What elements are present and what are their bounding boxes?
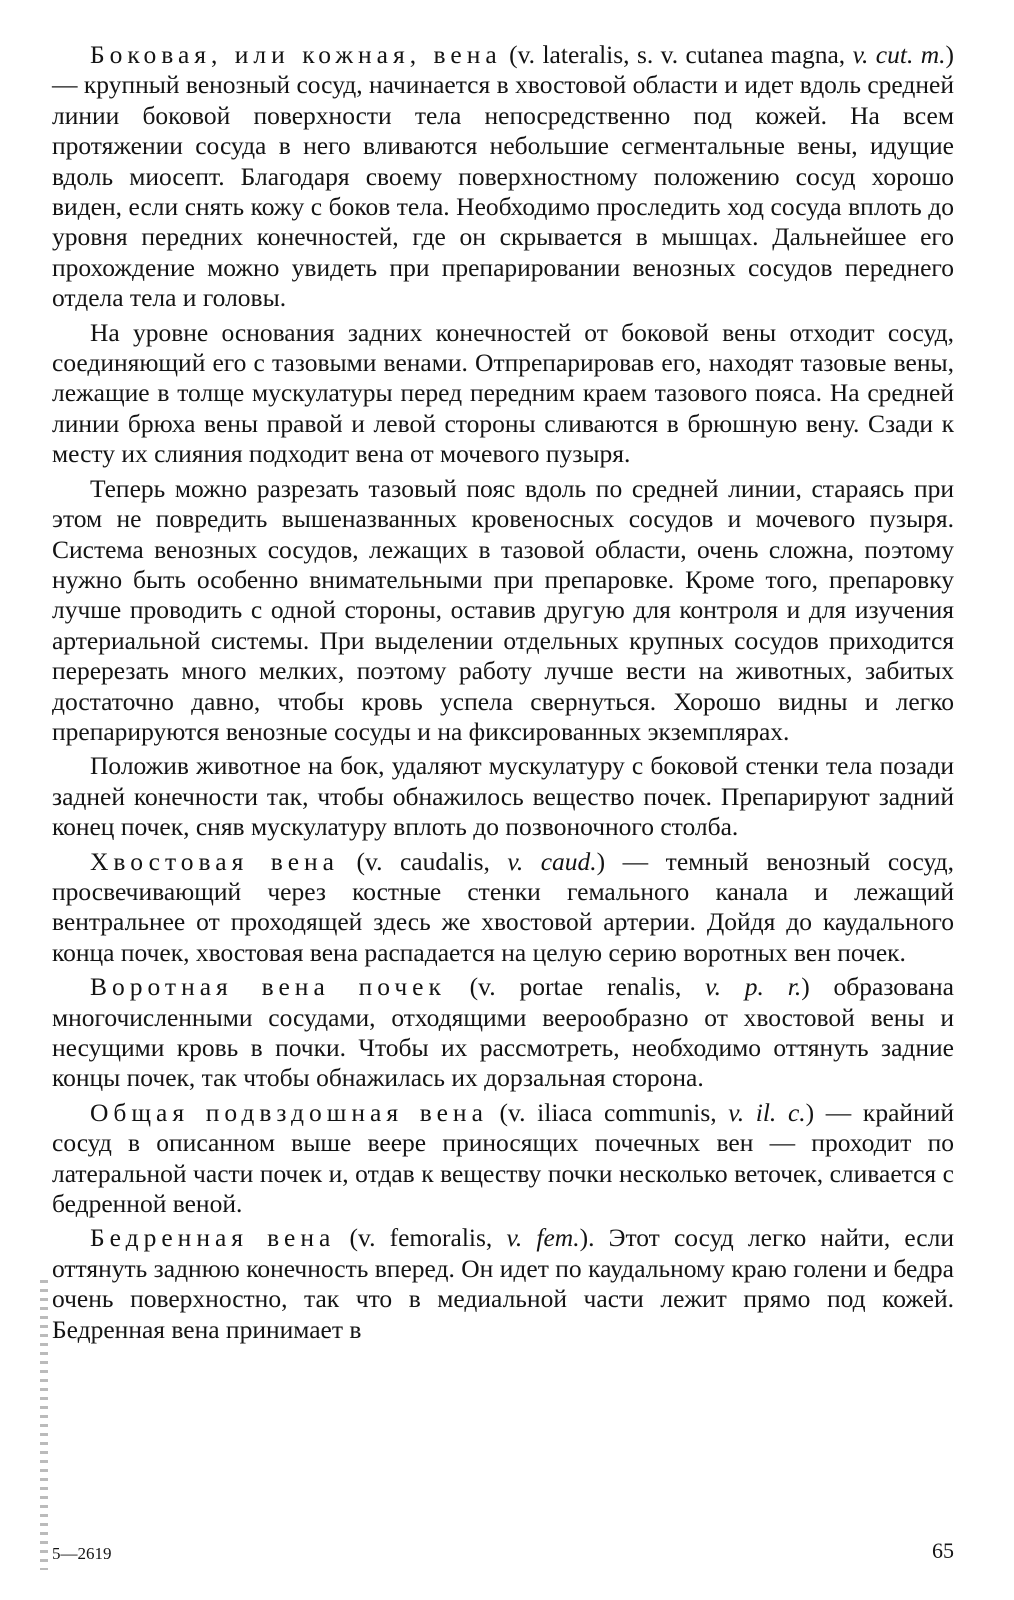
paragraph-common-iliac-vein xyxy=(52,1098,954,1220)
paragraph-femoral-vein xyxy=(52,1223,954,1345)
term-heading: Общая подвздошная вена xyxy=(90,1097,488,1127)
paragraph-text: На уровне основания задних конечностей от боковой вены отходит сосуд, соединяющий его с тазовыми венами. Отпрепарировав его, находят тазовые вены, лежащие в толще мускулатуры перед передним краем тазового пояса. На средней линии брюха вены правой и левой стороны сливаются в брюшную вену. Сзади к месту их слияния подходит вена от мочевого пузыря. xyxy=(52,317,954,469)
page-body xyxy=(52,40,954,1349)
term-heading: Боковая, или кожная, вена xyxy=(90,40,502,69)
paragraph-pelvic-veins xyxy=(52,318,954,470)
abbreviation: v. cut. m. xyxy=(852,40,946,69)
scan-edge-artifact xyxy=(40,1280,48,1570)
paragraph-text: ) образована многочисленными сосудами, отходящими веерообразно от хвостовой вены и несущими кровь в почки. Чтобы их рассмотреть, необходимо оттянуть задние концы почек, так чтобы обнажилась их дорзальная сторона. xyxy=(52,972,954,1093)
paragraph-text: ) — крайний сосуд в описанном выше веере приносящих почечных вен — проходит по латеральной части почек и, отдав к веществу почки несколько веточек, сливается с бедренной веной. xyxy=(52,1097,954,1219)
latin-name: (v. lateralis, s. v. cutanea magna, xyxy=(501,40,853,69)
term-heading: Хвостовая вена xyxy=(90,846,339,876)
latin-name: (v. femoralis, xyxy=(335,1223,507,1253)
paragraph-text: ) — темный венозный сосуд, просвечивающий через костные стенки гемального канала и лежащий вентральнее от проходящей здесь же хвостовой артерии. Дойдя до каудального конца почек, хвостовая вена распадается на целую серию воротных вен почек. xyxy=(52,846,955,967)
abbreviation: v. fem. xyxy=(506,1223,580,1253)
paragraph-renal-portal-vein xyxy=(52,972,954,1094)
paragraph-kidney-exposure xyxy=(52,751,954,842)
latin-name: (v. portae renalis, xyxy=(445,972,706,1002)
page-footer xyxy=(52,1538,954,1568)
abbreviation: v. p. r. xyxy=(705,972,802,1002)
abbreviation: v. il. c. xyxy=(728,1097,806,1127)
abbreviation: v. caud. xyxy=(507,846,597,876)
term-heading: Бедренная вена xyxy=(90,1223,336,1253)
page-number: 65 xyxy=(932,1538,954,1563)
term-heading: Воротная вена почек xyxy=(90,972,446,1002)
paragraph-lateral-vein xyxy=(52,40,954,314)
latin-name: (v. iliaca communis, xyxy=(487,1097,729,1127)
paragraph-text: Теперь можно разрезать тазовый пояс вдоль по средней линии, стараясь при этом не повредить вышеназванных кровеносных сосудов и мочевого пузыря. Система венозных сосудов, лежащих в тазовой области, очень сложна, поэтому нужно быть особенно внимательными при препаровке. Кроме того, препаровку лучше проводить с одной стороны, оставив другую для контроля и для изучения артериальной системы. При выделении отдельных крупных сосудов приходится перерезать много мелких, поэтому работу лучше вести на животных, забитых достаточно давно, чтобы кровь успела свернуться. Хорошо видны и легко препарируются венозные сосуды и на фиксированных экземплярах. xyxy=(52,473,954,746)
paragraph-caudal-vein xyxy=(52,847,954,969)
paragraph-text: Положив животное на бок, удаляют мускулатуру с боковой стенки тела позади задней конечности так, чтобы обнажилось вещество почек. Препарируют задний конец почек, сняв мускулатуру вплоть до позвоночного столба. xyxy=(52,751,954,842)
paragraph-text: ) — крупный венозный сосуд, начинается в хвостовой области и идет вдоль средней линии боковой поверхности тела непосредственно под кожей. На всем протяжении сосуда в него вливаются небольшие сегментальные вены, идущие вдоль миосепт. Благодаря своему поверхностному положению сосуд хорошо виден, если снять кожу с боков тела. Необходимо проследить ход сосуда вплоть до уровня передних конечностей, где он скрывается в мышцах. Дальнейшее его прохождение можно увидеть при препарировании венозных сосудов переднего отдела тела и головы. xyxy=(52,40,955,313)
paragraph-text: ). Этот сосуд легко найти, если оттянуть заднюю конечность вперед. Он идет по каудальному краю голени и бедра очень поверхностно, так что в медиальной части лежит прямо под кожей. Бедренная вена принимает в xyxy=(52,1223,954,1344)
paragraph-pelvic-dissection xyxy=(52,474,954,748)
printer-signature: 5—2619 xyxy=(52,1544,112,1563)
latin-name: (v. caudalis, xyxy=(338,846,508,876)
